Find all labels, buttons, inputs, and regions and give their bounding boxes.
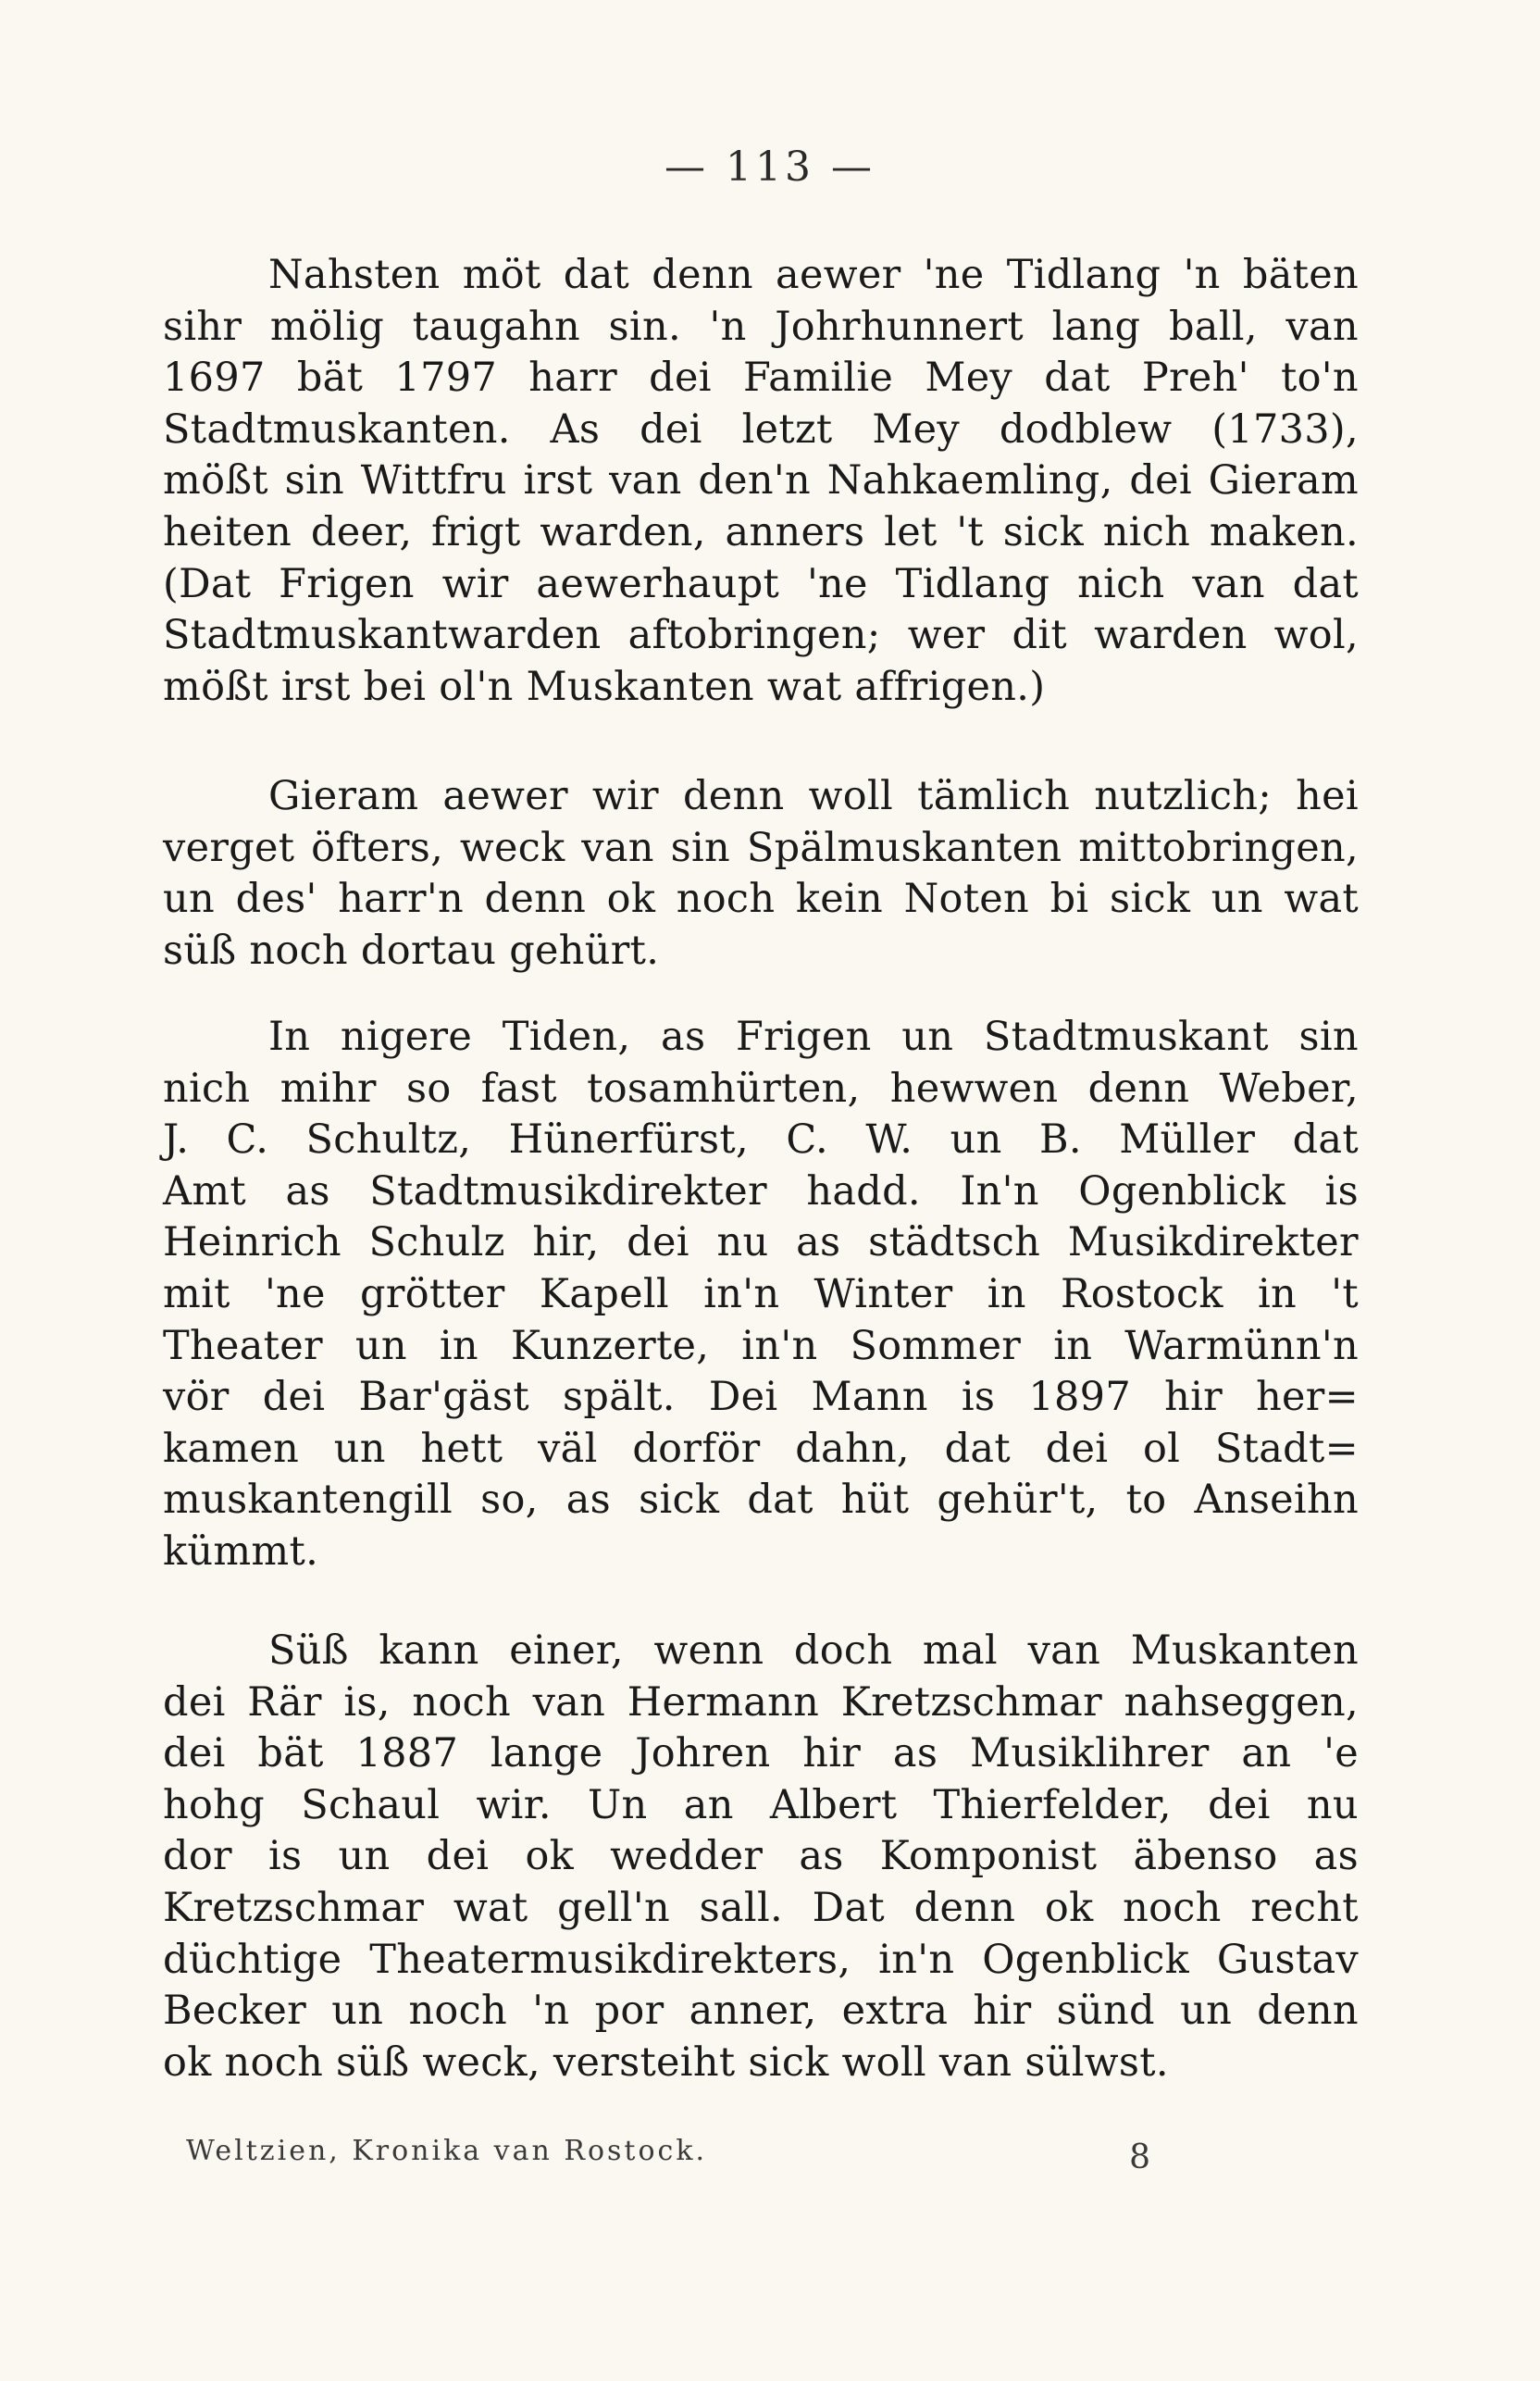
footer-signature: 8 [1129,2138,1153,2176]
text-line: sihr mölig taugahn sin. 'n Johrhunnert lang ball, van [163,303,1359,350]
text-line: verget öfters, weck van sin Spälmuskanten mittobringen, [163,824,1359,871]
text-line: dei Rär is, noch van Hermann Kretzschmar nahseggen, [163,1678,1359,1726]
text-line: Kretzschmar wat gell'n sall. Dat denn ok noch recht [163,1884,1359,1931]
text-line: dor is un dei ok wedder as Komponist äbenso as [163,1833,1359,1880]
text-line: 1697 bät 1797 harr dei Familie Mey dat Preh' to'n [163,355,1359,402]
paragraph-1 [163,250,1359,713]
text-line: Heinrich Schulz hir, dei nu as städtsch Musikdirekter [163,1219,1359,1266]
text-line: süß noch dortau gehürt. [163,927,660,974]
text-line: Nahsten möt dat denn aewer 'ne Tidlang 'n bäten [268,252,1359,298]
text-line: düchtige Theatermusikdirekters, in'n Ogenblick Gustav [163,1936,1359,1983]
page-footer [163,2135,1153,2181]
text-line: mit 'ne grötter Kapell in'n Winter in Rostock in 't [163,1270,1359,1317]
text-line: Stadtmuskantwarden aftobringen; wer dit warden wol, [163,612,1359,659]
text-line: Becker un noch 'n por anner, extra hir sünd un denn [163,1988,1359,2035]
text-line: (Dat Frigen wir aewerhaupt 'ne Tidlang nich van dat [163,560,1359,607]
text-line: Süß kann einer, wenn doch mal van Muskanten [268,1627,1359,1674]
text-line: In nigere Tiden, as Frigen un Stadtmuskant sin [268,1014,1359,1060]
text-line: ok noch süß weck, versteiht sick woll van sülwst. [163,2038,1169,2086]
text-line: muskantengill so, as sick dat hüt gehür't, to Anseihn [163,1477,1359,1524]
paragraph-2 [163,771,1359,977]
footer-title: Weltzien, Kronika van Rostock. [186,2135,708,2167]
text-line: un des' harr'n denn ok noch kein Noten bi sick un wat [163,876,1359,923]
paragraph-3 [163,1012,1359,1578]
page-number: — 113 — [664,143,876,191]
text-line: dei bät 1887 lange Johren hir as Musiklihrer an 'e [163,1730,1359,1777]
text-line: Amt as Stadtmusikdirekter hadd. In'n Ogenblick is [163,1167,1359,1215]
text-line: Theater un in Kunzerte, in'n Sommer in Warmünn'n [163,1322,1359,1369]
text-line: kamen un hett väl dorför dahn, dat dei ol Stadt= [163,1425,1359,1472]
text-line: heiten deer, frigt warden, anners let 't sick nich maken. [163,508,1359,555]
text-line: mößt sin Wittfru irst van den'n Nahkaemling, dei Gieram [163,457,1359,505]
text-line: J. C. Schultz, Hünerfürst, C. W. un B. Müller dat [163,1116,1359,1164]
text-line: nich mihr so fast tosamhürten, hewwen denn Weber, [163,1065,1359,1112]
text-line: Gieram aewer wir denn woll tämlich nutzlich; hei [268,773,1359,819]
text-line: kümmt. [163,1527,319,1575]
text-line: vör dei Bar'gäst spält. Dei Mann is 1897 hir her= [163,1374,1359,1421]
text-line: hohg Schaul wir. Un an Albert Thierfelder, dei nu [163,1781,1359,1828]
paragraph-4 [163,1626,1359,2088]
text-line: Stadtmuskanten. As dei letzt Mey dodblew (1733), [163,405,1359,453]
text-line: mößt irst bei ol'n Muskanten wat affrigen.) [163,663,1046,710]
